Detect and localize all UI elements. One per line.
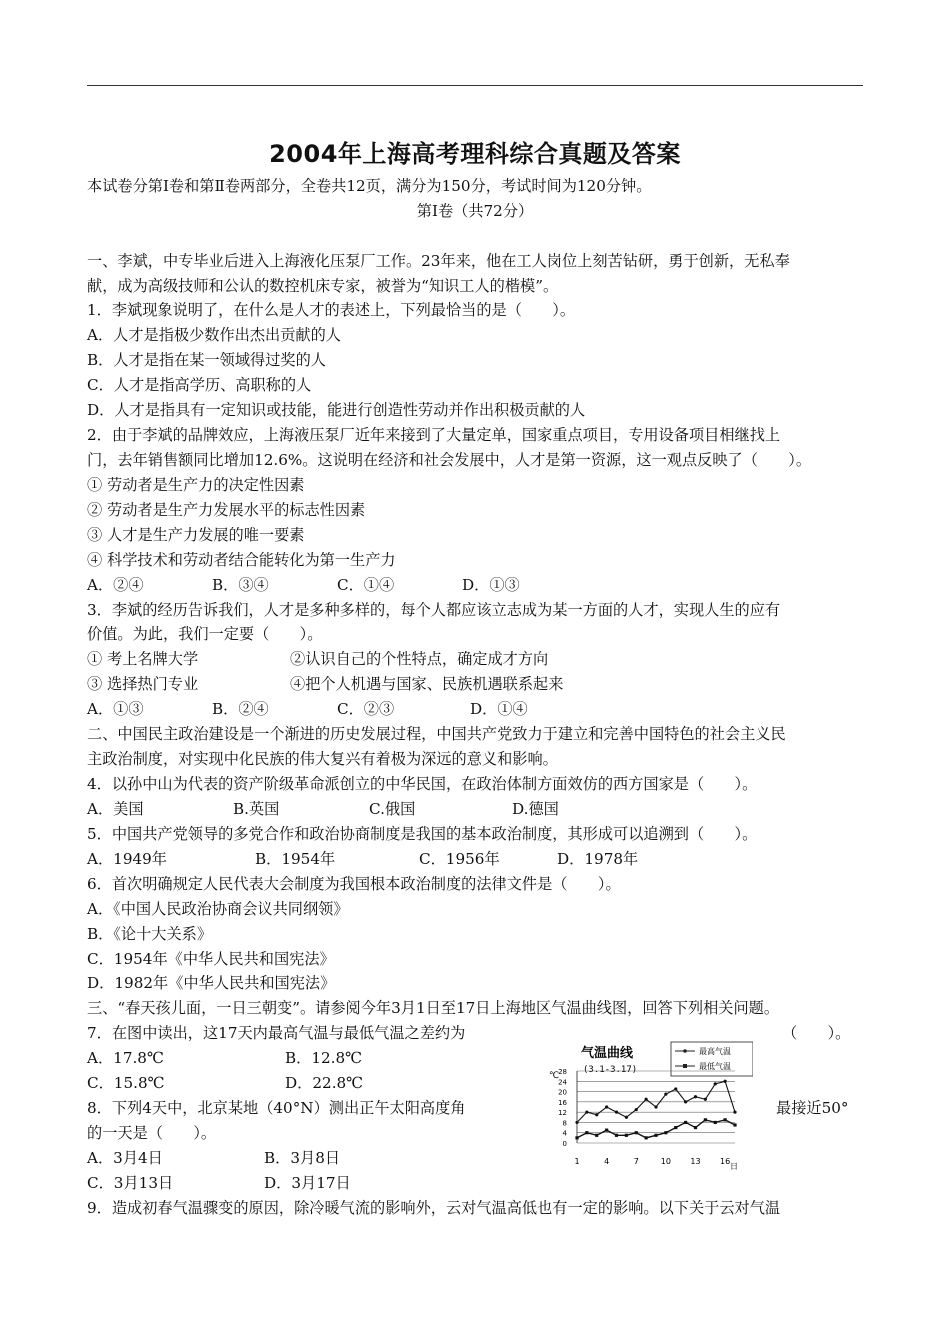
q2-option-c: C．①④ bbox=[337, 576, 395, 594]
low-temp-point bbox=[664, 1131, 667, 1134]
part-heading: 第Ⅰ卷（共72分） bbox=[416, 202, 534, 220]
y-tick-label: 0 bbox=[562, 1140, 567, 1148]
q6-option-b: B．《论十大关系》 bbox=[87, 925, 213, 943]
q2-option-d: D．①③ bbox=[462, 576, 520, 594]
x-tick-label: 1 bbox=[574, 1157, 580, 1166]
q5-options bbox=[87, 847, 863, 871]
question-8-tail: 最接近50° bbox=[776, 1099, 849, 1117]
question-3: 3．李斌的经历告诉我们，人才是多种多样的，每个人都应该立志成为某一方面的人才，实现人生的应有 bbox=[87, 601, 781, 619]
q1-option-c: C．人才是指高学历、高职称的人 bbox=[87, 376, 312, 394]
q7-options-row-2 bbox=[87, 1071, 517, 1095]
q3-statement-2: ②认识自己的个性特点，确定成才方向 bbox=[290, 650, 549, 668]
q1-option-d: D．人才是指具有一定知识或技能，能进行创造性劳动并作出积极贡献的人 bbox=[87, 401, 586, 419]
section-3-text: 三、“春天孩儿面，一日三朝变”。请参阅今年3月1日至17日上海地区气温曲线图，回答下列相关问题。 bbox=[87, 999, 780, 1017]
q3-options bbox=[87, 697, 863, 721]
y-tick-label: 20 bbox=[558, 1088, 567, 1097]
low-temp-point bbox=[694, 1126, 697, 1129]
x-tick-label: 16 bbox=[720, 1157, 731, 1166]
high-temp-point bbox=[575, 1121, 578, 1124]
q4-option-b: B.英国 bbox=[233, 800, 280, 818]
q3-option-d: D．①④ bbox=[470, 700, 528, 718]
q3-statement-4: ④把个人机遇与国家、民族机遇联系起来 bbox=[290, 675, 564, 693]
question-8-cont: 的一天是（ ）。 bbox=[87, 1124, 217, 1142]
q7-options-row-1 bbox=[87, 1046, 517, 1070]
intro-text: 本试卷分第Ⅰ卷和第Ⅱ卷两部分，全卷共12页，满分为150分，考试时间为120分钟。 bbox=[87, 177, 652, 195]
high-temp-point bbox=[605, 1105, 608, 1108]
low-temp-point bbox=[645, 1136, 648, 1139]
page-title: 2004年上海高考理科综合真题及答案 bbox=[269, 140, 681, 168]
question-6: 6．首次明确规定人民代表大会制度为我国根本政治制度的法律文件是（ ）。 bbox=[87, 875, 621, 893]
high-temp-point bbox=[615, 1111, 618, 1114]
low-temp-point bbox=[724, 1118, 727, 1121]
low-temp-point bbox=[704, 1118, 707, 1121]
q4-option-d: D.德国 bbox=[512, 800, 559, 818]
legend-marker-low bbox=[683, 1064, 687, 1068]
high-temp-point bbox=[654, 1105, 657, 1108]
q3-statement-3: ③ 选择热门专业 bbox=[87, 675, 199, 693]
q2-statement-4: ④ 科学技术和劳动者结合能转化为第一生产力 bbox=[87, 551, 396, 569]
question-9: 9．造成初春气温骤变的原因，除冷暖气流的影响外，云对气温高低也有一定的影响。以下关于云对气温 bbox=[87, 1199, 781, 1217]
q8-options-row-1 bbox=[87, 1146, 517, 1170]
q4-option-c: C.俄国 bbox=[369, 800, 416, 818]
q2-option-a: A．②④ bbox=[87, 576, 144, 594]
q8-option-c: C．3月13日 bbox=[87, 1174, 174, 1192]
question-2: 2．由于李斌的品牌效应，上海液压泵厂近年来接到了大量定单，国家重点项目，专用设备项目相继找上 bbox=[87, 426, 781, 444]
q8-option-a: A．3月4日 bbox=[87, 1149, 163, 1167]
q5-option-a: A．1949年 bbox=[87, 850, 167, 868]
y-tick-label: 16 bbox=[558, 1098, 567, 1107]
low-temp-point bbox=[585, 1131, 588, 1134]
temperature-chart bbox=[543, 1041, 753, 1176]
high-temp-point bbox=[625, 1116, 628, 1119]
section-1-text: 一、李斌，中专毕业后进入上海液化压泵厂工作。23年来，他在工人岗位上刻苦钻研，勇于创新，无私奉 bbox=[87, 252, 790, 270]
q2-statement-3: ③ 人才是生产力发展的唯一要素 bbox=[87, 526, 305, 544]
q1-option-a: A．人才是指极少数作出杰出贡献的人 bbox=[87, 326, 341, 344]
q6-option-d: D．1982年《中华人民共和国宪法》 bbox=[87, 974, 336, 992]
x-tick-label: 13 bbox=[690, 1157, 701, 1166]
low-temp-point bbox=[605, 1129, 608, 1132]
q3-option-b: B．②④ bbox=[212, 700, 269, 718]
q2-option-b: B．③④ bbox=[212, 576, 269, 594]
section-2-text: 二、中国民主政治建设是一个渐进的历史发展过程，中国共产党致力于建立和完善中国特色的社会主义民 bbox=[87, 725, 786, 743]
question-4: 4．以孙中山为代表的资产阶级革命派创立的中华民国，在政治体制方面效仿的西方国家是（ ）。 bbox=[87, 775, 758, 793]
q2-statement-2: ② 劳动者是生产力发展水平的标志性因素 bbox=[87, 501, 366, 519]
high-temp-point bbox=[595, 1113, 598, 1116]
q5-option-c: C．1956年 bbox=[419, 850, 500, 868]
high-temp-point bbox=[714, 1082, 717, 1085]
high-temp-point bbox=[664, 1093, 667, 1096]
q8-options-row-2 bbox=[87, 1171, 517, 1195]
y-tick-label: 8 bbox=[562, 1119, 567, 1128]
q3-statement-1: ① 考上名牌大学 bbox=[87, 650, 199, 668]
x-axis-unit: 日 bbox=[730, 1162, 738, 1171]
q3-option-a: A．①③ bbox=[87, 700, 144, 718]
question-3-cont: 价值。为此，我们一定要（ ）。 bbox=[87, 625, 323, 643]
q8-option-b: B．3月8日 bbox=[264, 1149, 341, 1167]
legend-label-high: 最高气温 bbox=[699, 1047, 731, 1056]
series-lines bbox=[575, 1080, 736, 1140]
chart-subtitle: (3.1-3.17) bbox=[583, 1065, 638, 1075]
q3-statements-row-2 bbox=[87, 672, 863, 696]
section-1-text-cont: 献，成为高级技师和公认的数控机床专家，被誉为“知识工人的楷模”。 bbox=[87, 277, 559, 295]
high-temp-point bbox=[645, 1098, 648, 1101]
q7-option-a: A．17.8℃ bbox=[87, 1049, 164, 1067]
y-tick-label: 4 bbox=[562, 1129, 567, 1138]
question-7: 7．在图中读出，这17天内最高气温与最低气温之差约为 bbox=[87, 1024, 466, 1042]
q6-option-c: C．1954年《中华人民共和国宪法》 bbox=[87, 950, 335, 968]
legend-marker-high bbox=[683, 1049, 687, 1053]
question-1: 1．李斌现象说明了，在什么是人才的表述上，下列最恰当的是（ ）。 bbox=[87, 301, 576, 319]
q4-options bbox=[87, 797, 863, 821]
high-temp-point bbox=[674, 1087, 677, 1090]
q7-option-b: B．12.8℃ bbox=[285, 1049, 363, 1067]
low-temp-point bbox=[733, 1123, 736, 1126]
question-7-tail: （ ）。 bbox=[782, 1024, 851, 1042]
q4-option-a: A．美国 bbox=[87, 800, 144, 818]
chart-title: 气温曲线 bbox=[581, 1046, 634, 1061]
high-temp-point bbox=[684, 1100, 687, 1103]
low-temp-point bbox=[635, 1131, 638, 1134]
q7-option-c: C．15.8℃ bbox=[87, 1074, 165, 1092]
q3-statements-row-1 bbox=[87, 647, 863, 671]
y-axis-unit: ℃ bbox=[549, 1071, 560, 1081]
high-temp-point bbox=[704, 1098, 707, 1101]
q1-option-b: B．人才是指在某一领域得过奖的人 bbox=[87, 351, 326, 369]
y-tick-label: 24 bbox=[558, 1078, 567, 1087]
x-tick-label: 10 bbox=[660, 1157, 671, 1166]
high-temp-point bbox=[724, 1080, 727, 1083]
q5-option-d: D．1978年 bbox=[557, 850, 639, 868]
question-8: 8．下列4天中，北京某地（40°N）测出正午太阳高度角 bbox=[87, 1099, 466, 1117]
low-temp-point bbox=[654, 1134, 657, 1137]
x-tick-labels bbox=[574, 1157, 730, 1166]
q2-options bbox=[87, 573, 863, 597]
q2-statement-1: ① 劳动者是生产力的决定性因素 bbox=[87, 476, 305, 494]
q3-option-c: C．②③ bbox=[337, 700, 395, 718]
top-rule bbox=[87, 85, 863, 86]
low-temp-point bbox=[575, 1136, 578, 1139]
q5-option-b: B．1954年 bbox=[255, 850, 336, 868]
q8-option-d: D．3月17日 bbox=[264, 1174, 351, 1192]
q6-option-a: A．《中国人民政治协商会议共同纲领》 bbox=[87, 900, 349, 918]
question-5: 5．中国共产党领导的多党合作和政治协商制度是我国的基本政治制度，其形成可以追溯到（ ）。 bbox=[87, 825, 758, 843]
low-temp-point bbox=[625, 1134, 628, 1137]
low-temp-point bbox=[674, 1126, 677, 1129]
y-tick-labels bbox=[558, 1068, 567, 1148]
y-tick-label: 28 bbox=[558, 1068, 567, 1076]
low-temp-point bbox=[714, 1121, 717, 1124]
x-tick-label: 4 bbox=[604, 1157, 610, 1166]
section-2-text-cont: 主政治制度，对实现中化民族的伟大复兴有着极为深远的意义和影响。 bbox=[87, 750, 558, 768]
x-tick-label: 7 bbox=[633, 1157, 639, 1166]
low-temp-point bbox=[684, 1121, 687, 1124]
high-temp-point bbox=[635, 1108, 638, 1111]
legend-label-low: 最低气温 bbox=[699, 1062, 731, 1071]
high-temp-point bbox=[585, 1111, 588, 1114]
q7-option-d: D．22.8℃ bbox=[285, 1074, 364, 1092]
high-temp-point bbox=[733, 1111, 736, 1114]
low-temp-point bbox=[595, 1134, 598, 1137]
question-2-cont: 门，去年销售额同比增加12.6%。这说明在经济和社会发展中，人才是第一资源，这一观点反映了（ ）。 bbox=[87, 451, 812, 469]
high-temp-point bbox=[694, 1095, 697, 1098]
low-temp-point bbox=[615, 1134, 618, 1137]
y-tick-label: 12 bbox=[558, 1109, 567, 1118]
